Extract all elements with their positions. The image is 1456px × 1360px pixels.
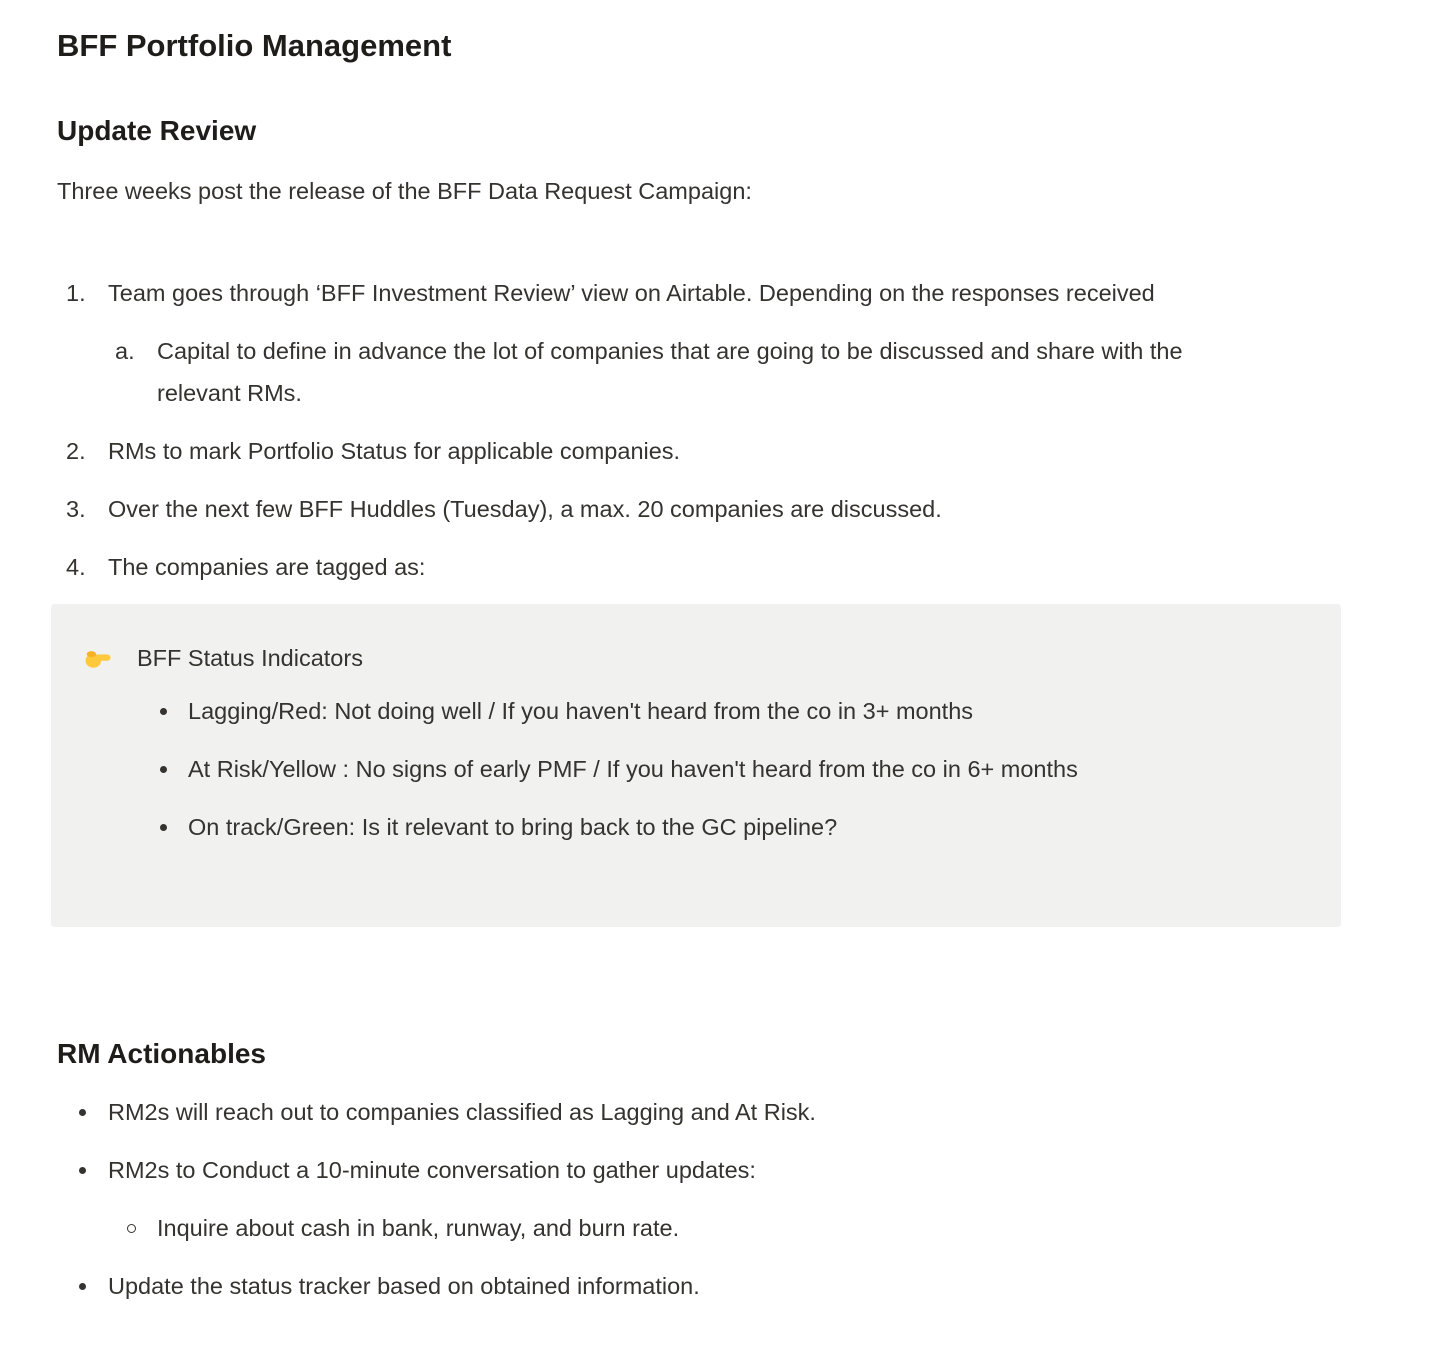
callout-bullet-text: On track/Green: Is it relevant to bring back to the GC pipeline? <box>188 814 838 840</box>
rm-bullet-item-2 <box>57 1149 1341 1191</box>
rm-sub-bullet-item <box>106 1207 1341 1249</box>
section-heading-rm-actionables: RM Actionables <box>57 1038 266 1069</box>
callout-bff-status-indicators <box>51 604 1341 927</box>
rm-bullet-text: RM2s to Conduct a 10-minute conversation to gather updates: <box>108 1157 756 1183</box>
rm-actionables-list <box>57 1091 1341 1307</box>
pointing-right-icon <box>84 644 112 672</box>
callout-bullet-item <box>160 690 1311 732</box>
list-letter: a. <box>115 338 135 364</box>
callout-bullet-item <box>160 806 1311 848</box>
list-item-text: RMs to mark Portfolio Status for applicable companies. <box>108 438 681 464</box>
callout-bullet-text: Lagging/Red: Not doing well / If you haven't heard from the co in 3+ months <box>188 698 974 724</box>
list-item-text: Capital to define in advance the lot of companies that are going to be discussed and share with the relevant RMs. <box>157 338 1183 406</box>
numbered-subitem-1a <box>106 330 1341 414</box>
intro-paragraph: Three weeks post the release of the BFF Data Request Campaign: <box>57 178 752 204</box>
list-item-text: Over the next few BFF Huddles (Tuesday), a max. 20 companies are discussed. <box>108 496 942 522</box>
section-heading-update-review: Update Review <box>57 115 257 146</box>
list-number: 4. <box>66 554 86 580</box>
bullet-circle-icon <box>106 1207 157 1249</box>
bullet-dot-icon <box>57 1265 108 1307</box>
callout-title: BFF Status Indicators <box>137 645 363 671</box>
rm-bullet-item-3 <box>57 1265 1341 1307</box>
bullet-dot-icon <box>160 806 188 848</box>
callout-bullet-list <box>160 690 1311 848</box>
list-item-text: Team goes through ‘BFF Investment Review’ view on Airtable. Depending on the responses received <box>108 280 1155 306</box>
numbered-item-3 <box>57 488 1341 530</box>
list-number: 2. <box>66 438 86 464</box>
rm-bullet-text: RM2s will reach out to companies classified as Lagging and At Risk. <box>108 1099 816 1125</box>
rm-bullet-text: Update the status tracker based on obtained information. <box>108 1273 700 1299</box>
list-item-text: The companies are tagged as: <box>108 554 426 580</box>
bullet-dot-icon <box>57 1091 108 1133</box>
list-number: 3. <box>66 496 86 522</box>
numbered-item-1 <box>57 272 1341 314</box>
bullet-dot-icon <box>160 748 188 790</box>
callout-header <box>84 637 1311 679</box>
numbered-item-4 <box>57 546 1341 588</box>
callout-bullet-item <box>160 748 1311 790</box>
rm-sub-bullet-text: Inquire about cash in bank, runway, and burn rate. <box>157 1215 680 1241</box>
rm-bullet-item-1 <box>57 1091 1341 1133</box>
bullet-dot-icon <box>57 1149 108 1191</box>
numbered-list <box>57 272 1341 588</box>
callout-bullet-text: At Risk/Yellow : No signs of early PMF / If you haven't heard from the co in 6+ months <box>188 756 1078 782</box>
numbered-item-2 <box>57 430 1341 472</box>
page-title: BFF Portfolio Management <box>57 28 452 63</box>
bullet-dot-icon <box>160 690 188 732</box>
list-number: 1. <box>66 280 86 306</box>
